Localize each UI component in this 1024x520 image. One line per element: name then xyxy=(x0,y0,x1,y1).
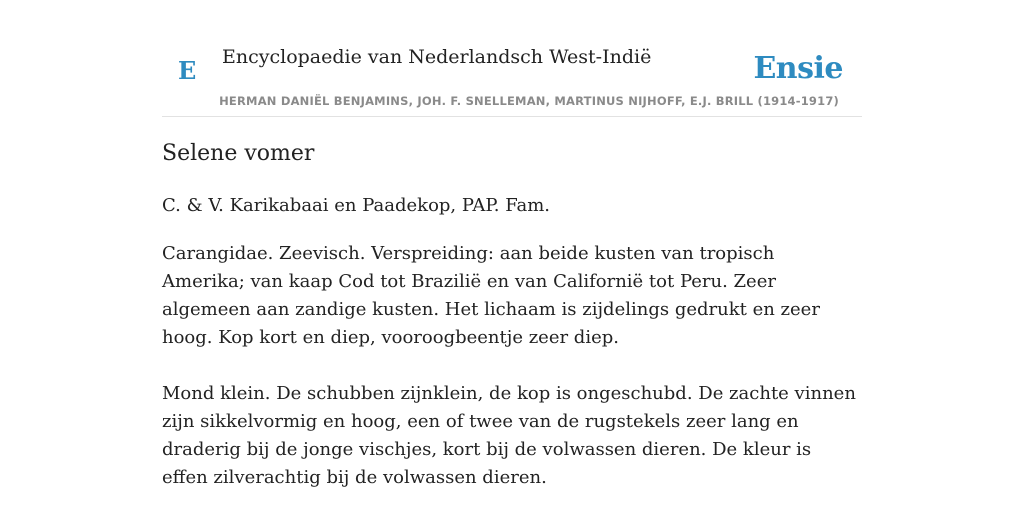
article-title: Selene vomer xyxy=(162,141,315,166)
page xyxy=(162,0,862,488)
header xyxy=(162,0,862,117)
article-subtitle: C. & V. Karikabaai en Paadekop, PAP. Fam. xyxy=(162,195,551,216)
publishers-line: HERMAN DANIËL BENJAMINS, JOH. F. SNELLEMAN, MARTINUS NIJHOFF, E.J. BRILL (1914-1917) xyxy=(219,94,839,108)
source-title[interactable]: Encyclopaedie van Nederlandsch West-Indië xyxy=(222,46,652,68)
ensie-logo-letter[interactable]: E xyxy=(178,56,197,85)
article-body xyxy=(162,240,862,520)
article-paragraph: Mond klein. De schubben zijnklein, de kop is ongeschubd. De zachte vinnen zijn sikkelvormig en hoog, een of twee van de rugstekels zeer lang en draderig bij de jonge vischjes, kort bij de volwassen dieren. De kleur is effen zilverachtig bij de volwassen dieren. xyxy=(162,383,856,488)
article-paragraph: Carangidae. Zeevisch. Verspreiding: aan beide kusten van tropisch Amerika; van kaap Cod tot Brazilië en van Californië tot Peru. Zeer algemeen aan zandige kusten. Het lichaam is zijdelings gedrukt en zeer hoog. Kop kort en diep, vooroogbeentje zeer diep. xyxy=(162,243,820,348)
ensie-logo[interactable]: Ensie xyxy=(753,51,843,86)
